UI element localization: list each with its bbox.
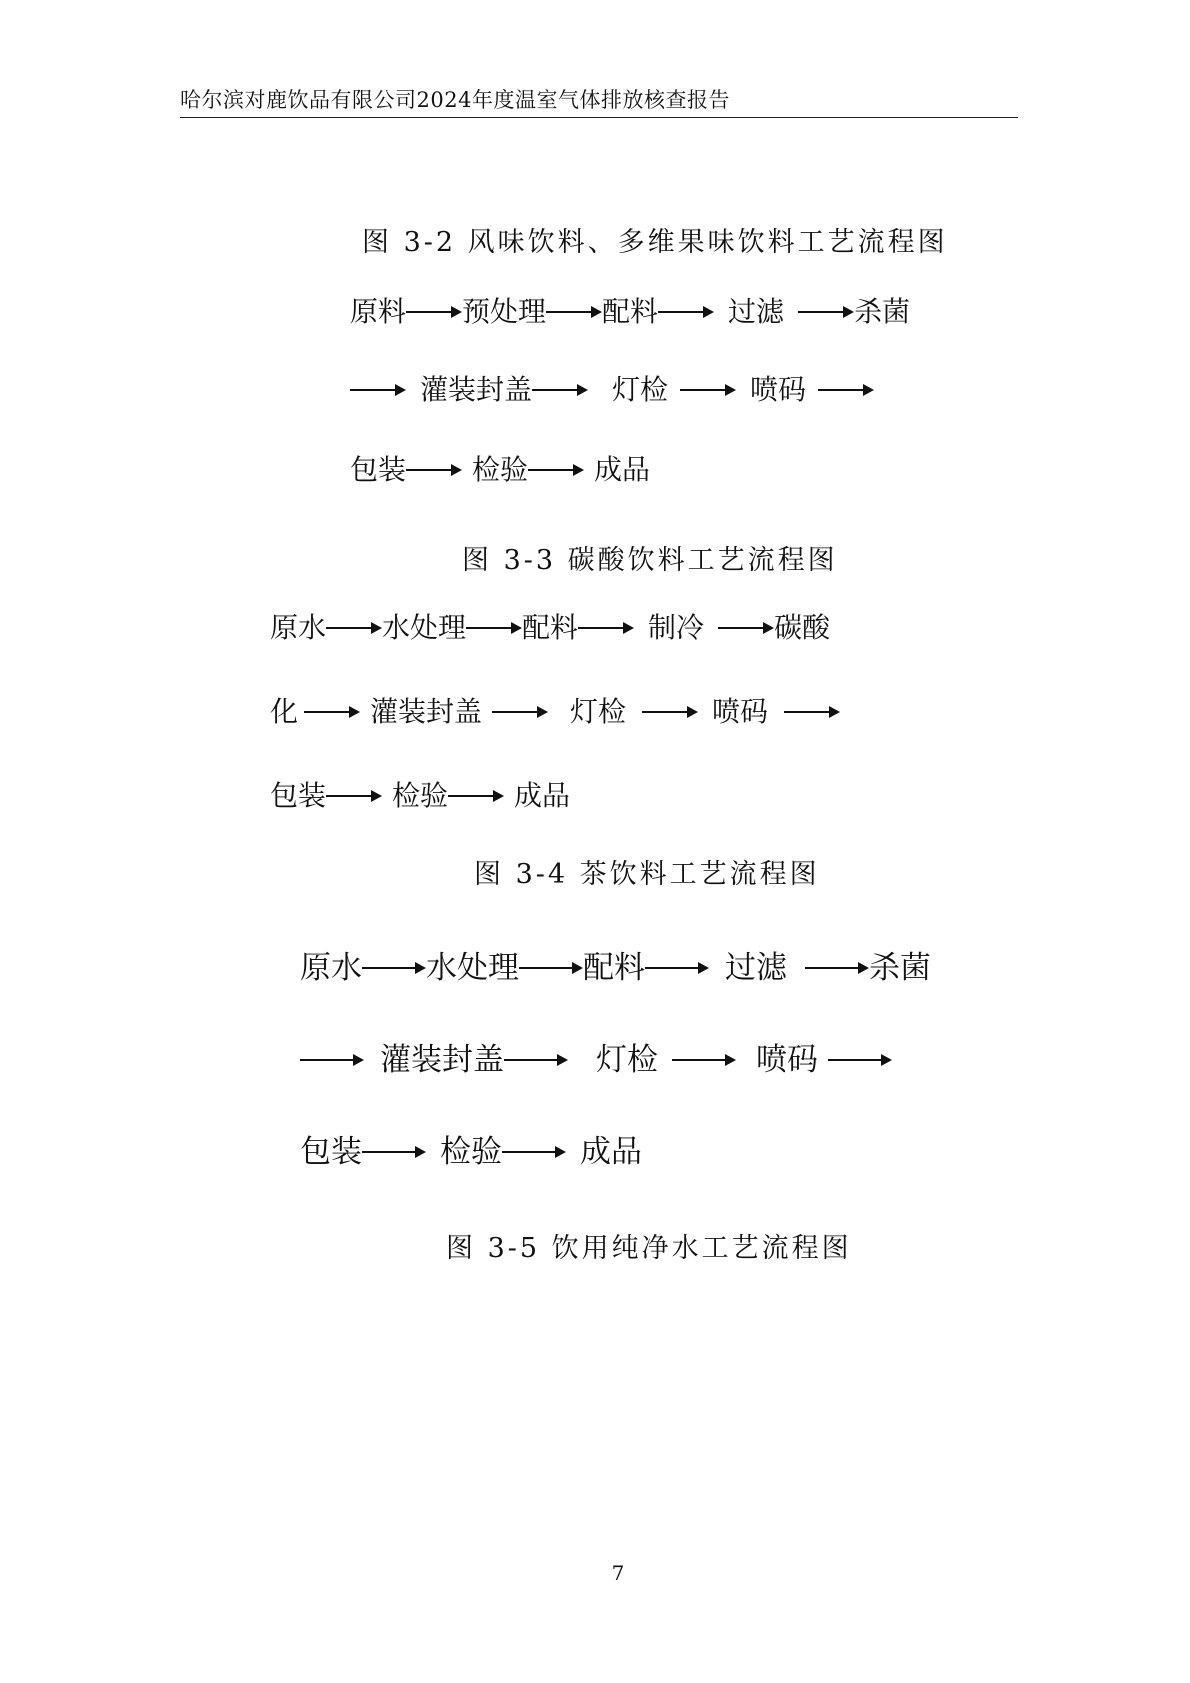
arrow-icon <box>466 608 522 648</box>
arrow-icon <box>519 948 583 988</box>
flow-node: 原料 <box>350 295 407 328</box>
arrow-icon <box>504 1040 568 1080</box>
arrow-icon <box>672 1040 736 1080</box>
flow-node: 原水 <box>270 611 327 644</box>
arrow-icon <box>680 370 736 410</box>
flow-node: 配料 <box>522 611 579 644</box>
arrow-icon <box>532 370 588 410</box>
flow-node: 灌装封盖 <box>420 373 533 406</box>
arrow-icon <box>718 608 774 648</box>
arrow-icon <box>645 948 709 988</box>
flow-node: 包装 <box>270 779 327 812</box>
flow-node: 水处理 <box>426 950 519 986</box>
arrow-icon <box>502 1132 566 1172</box>
page-number: 7 <box>611 1561 625 1585</box>
arrow-icon <box>578 608 634 648</box>
flow-node: 灯检 <box>570 695 627 728</box>
arrow-icon <box>784 692 840 732</box>
arrow-icon <box>642 692 698 732</box>
flow-node: 过滤 <box>728 295 785 328</box>
flow-node: 灌装封盖 <box>370 695 483 728</box>
flow-node: 成品 <box>594 453 651 486</box>
flow-c-row-2 <box>300 1040 892 1080</box>
arrow-icon <box>798 292 854 332</box>
flow-node: 过滤 <box>725 950 787 986</box>
flow-node: 化 <box>270 695 299 728</box>
caption-fig-3-2: 图 3-2 风味饮料、多维果味饮料工艺流程图 <box>362 227 948 258</box>
arrow-icon <box>828 1040 892 1080</box>
flow-node: 灯检 <box>612 373 669 406</box>
arrow-icon <box>492 692 548 732</box>
flow-node: 灯检 <box>596 1042 658 1078</box>
flow-node: 检验 <box>472 453 529 486</box>
report-header-title: 哈尔滨对鹿饮品有限公司2024年度温室气体排放核查报告 <box>180 88 730 112</box>
flow-a-row-1 <box>350 292 910 332</box>
arrow-icon <box>448 776 504 816</box>
arrow-icon <box>805 948 869 988</box>
caption-fig-3-4: 图 3-4 茶饮料工艺流程图 <box>474 859 820 890</box>
flow-node: 包装 <box>350 453 407 486</box>
flow-node: 检验 <box>392 779 449 812</box>
flow-node: 预处理 <box>462 295 547 328</box>
arrow-icon <box>350 370 406 410</box>
flow-c-row-1 <box>300 948 931 988</box>
flow-b-row-1 <box>270 608 830 648</box>
flow-node: 检验 <box>440 1134 502 1170</box>
arrow-icon <box>818 370 874 410</box>
arrow-icon <box>528 450 584 490</box>
flow-a-row-3 <box>350 450 650 490</box>
flow-node: 水处理 <box>382 611 467 644</box>
caption-fig-3-5: 图 3-5 饮用纯净水工艺流程图 <box>446 1233 852 1264</box>
header-divider <box>180 117 1018 118</box>
flow-node: 配料 <box>602 295 659 328</box>
flow-node: 碳酸 <box>774 611 831 644</box>
flow-node: 杀菌 <box>869 950 931 986</box>
arrow-icon <box>362 1132 426 1172</box>
flow-node: 喷码 <box>756 1042 818 1078</box>
arrow-icon <box>304 692 360 732</box>
arrow-icon <box>326 776 382 816</box>
flow-b-row-2 <box>270 692 840 732</box>
flow-node: 喷码 <box>712 695 769 728</box>
flow-node: 灌装封盖 <box>380 1042 504 1078</box>
arrow-icon <box>546 292 602 332</box>
arrow-icon <box>362 948 426 988</box>
arrow-icon <box>406 292 462 332</box>
flow-node: 配料 <box>583 950 645 986</box>
caption-fig-3-3: 图 3-3 碳酸饮料工艺流程图 <box>462 545 838 576</box>
flow-node: 杀菌 <box>854 295 911 328</box>
flow-node: 包装 <box>300 1134 362 1170</box>
arrow-icon <box>406 450 462 490</box>
flow-node: 成品 <box>514 779 571 812</box>
flow-node: 成品 <box>580 1134 642 1170</box>
flow-a-row-2 <box>350 370 874 410</box>
flow-node: 制冷 <box>648 611 705 644</box>
flow-c-row-3 <box>300 1132 642 1172</box>
flow-node: 喷码 <box>750 373 807 406</box>
arrow-icon <box>658 292 714 332</box>
flow-node: 原水 <box>300 950 362 986</box>
arrow-icon <box>300 1040 364 1080</box>
arrow-icon <box>326 608 382 648</box>
flow-b-row-3 <box>270 776 570 816</box>
